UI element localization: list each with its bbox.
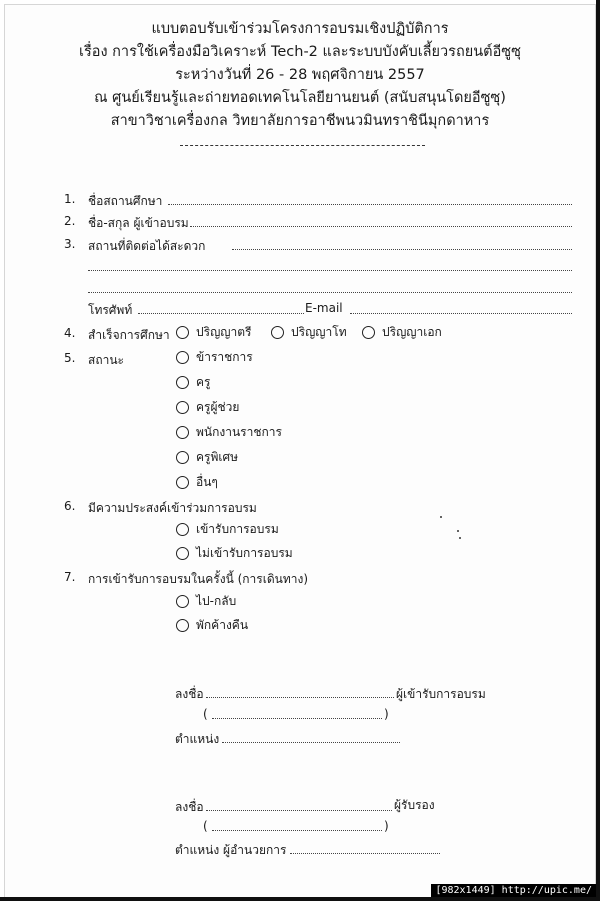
position-line-2[interactable]: [290, 853, 440, 854]
q6-option-not-attend[interactable]: ไม่เข้ารับการอบรม: [176, 544, 293, 563]
q2-answer-line[interactable]: [190, 226, 572, 227]
q1-label: ชื่อสถานศึกษา: [88, 194, 163, 208]
upic-watermark: [982x1449] http://upic.me/: [431, 884, 596, 897]
q5-label: สถานะ: [88, 353, 124, 367]
certifier-label: ผู้รับรอง: [394, 798, 435, 812]
position-label-2: ตำแหน่ง ผู้อำนวยการ: [175, 843, 287, 857]
q5-option-teacher[interactable]: ครู: [176, 373, 210, 392]
radio-circle-icon: [176, 426, 189, 439]
q5-option-special-teacher[interactable]: ครูพิเศษ: [176, 448, 238, 467]
header-divider: [180, 145, 425, 146]
scan-edge-right: [596, 0, 600, 901]
q6-number: 6.: [64, 499, 76, 513]
close-paren-2: ): [384, 819, 389, 833]
q1-number: 1.: [64, 192, 76, 206]
phone-label: โทรศัพท์: [88, 303, 133, 317]
header-line-2: เรื่อง การใช้เครื่องมือวิเคราะห์ Tech-2 และระบบบังคับเลี้ยวรถยนต์อีซูซุ: [79, 44, 521, 60]
q1-answer-line[interactable]: [168, 204, 572, 205]
radio-circle-icon: [271, 326, 284, 339]
radio-circle-icon: [176, 351, 189, 364]
sign-label-2: ลงชื่อ: [175, 800, 204, 814]
radio-circle-icon: [176, 376, 189, 389]
email-label: E-mail: [305, 301, 343, 315]
position-label-1: ตำแหน่ง: [175, 732, 220, 746]
sign-line-1[interactable]: [206, 697, 394, 698]
q7-option-overnight[interactable]: พักค้างคืน: [176, 616, 248, 635]
close-paren-1: ): [384, 707, 389, 721]
radio-circle-icon: [362, 326, 375, 339]
radio-circle-icon: [176, 595, 189, 608]
header-line-1: แบบตอบรับเข้าร่วมโครงการอบรมเชิงปฏิบัติการ: [151, 21, 449, 37]
header-line-3: ระหว่างวันที่ 26 - 28 พฤศจิกายน 2557: [175, 67, 425, 83]
q6-label: มีความประสงค์เข้าร่วมการอบรม: [88, 501, 257, 515]
form-header: [0, 18, 600, 133]
scan-speck: [459, 537, 461, 539]
q2-number: 2.: [64, 214, 76, 228]
radio-circle-icon: [176, 451, 189, 464]
q7-option-round-trip[interactable]: ไป-กลับ: [176, 592, 236, 611]
radio-circle-icon: [176, 326, 189, 339]
page-frame: [4, 4, 596, 898]
q3-answer-line-1[interactable]: [232, 249, 572, 250]
position-line-1[interactable]: [222, 742, 400, 743]
radio-circle-icon: [176, 547, 189, 560]
email-field[interactable]: [350, 313, 572, 314]
sign-line-2[interactable]: [206, 810, 392, 811]
q4-option-master[interactable]: ปริญญาโท: [271, 323, 347, 342]
header-line-4: ณ ศูนย์เรียนรู้และถ่ายทอดเทคโนโลยียานยนต์ (สนับสนุนโดยอีซูซุ): [94, 90, 506, 106]
header-line-5: สาขาวิชาเครื่องกล วิทยาลัยการอาชีพนวมินทราชินีมุกดาหาร: [110, 113, 490, 129]
radio-circle-icon: [176, 476, 189, 489]
q7-number: 7.: [64, 570, 76, 584]
q5-option-government-employee[interactable]: พนักงานราชการ: [176, 423, 282, 442]
q7-label: การเข้ารับการอบรมในครั้งนี้ (การเดินทาง): [88, 572, 309, 586]
q4-number: 4.: [64, 326, 76, 340]
q5-option-assistant-teacher[interactable]: ครูผู้ช่วย: [176, 398, 239, 417]
q3-label: สถานที่ติดต่อได้สะดวก: [88, 239, 206, 253]
q4-option-bachelor[interactable]: ปริญญาตรี: [176, 323, 252, 342]
sign-label-1: ลงชื่อ: [175, 687, 204, 701]
radio-circle-icon: [176, 523, 189, 536]
q4-option-doctorate[interactable]: ปริญญาเอก: [362, 323, 442, 342]
q5-number: 5.: [64, 351, 76, 365]
name-line-2[interactable]: [212, 830, 382, 831]
phone-field[interactable]: [138, 313, 304, 314]
q6-option-attend[interactable]: เข้ารับการอบรม: [176, 520, 279, 539]
attendee-label: ผู้เข้ารับการอบรม: [396, 687, 486, 701]
scan-speck: [440, 516, 442, 518]
open-paren-1: (: [203, 707, 208, 721]
scan-edge-bottom: [0, 897, 600, 901]
q5-option-other[interactable]: อื่นๆ: [176, 473, 218, 492]
q4-label: สำเร็จการศึกษา: [88, 328, 170, 342]
q3-answer-line-3[interactable]: [88, 292, 572, 293]
radio-circle-icon: [176, 401, 189, 414]
q3-number: 3.: [64, 237, 76, 251]
q3-answer-line-2[interactable]: [88, 270, 572, 271]
radio-circle-icon: [176, 619, 189, 632]
name-line-1[interactable]: [212, 718, 382, 719]
scan-speck: [457, 530, 459, 532]
q2-label: ชื่อ-สกุล ผู้เข้าอบรม: [88, 216, 189, 230]
open-paren-2: (: [203, 819, 208, 833]
q5-option-civil-servant[interactable]: ข้าราชการ: [176, 348, 253, 367]
